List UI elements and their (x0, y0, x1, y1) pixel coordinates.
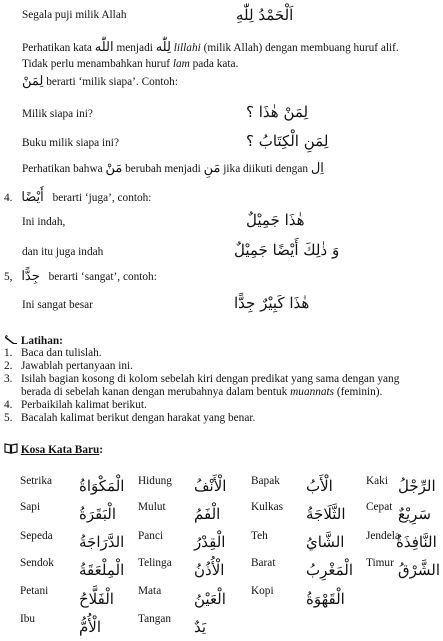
p1-text-b: menjadi (116, 42, 153, 54)
section-4-example-1-label: Ini indah, (22, 216, 66, 228)
vocab-ar: الدَّرَاجَةُ (79, 533, 125, 551)
p1-lillah-arabic: لِلّٰه (155, 40, 171, 55)
latihan-item-number: 2. (4, 360, 13, 372)
vocab-ar: الشَّرْقُ (398, 561, 441, 579)
vocab-id: Bapak (251, 475, 280, 487)
section-4-heading (4, 191, 151, 205)
vocab-id: Mulut (138, 501, 166, 513)
p3-mani-arabic: مَنِ (203, 161, 221, 176)
vocab-id: Petani (20, 585, 49, 597)
vocab-ar: الرِّجْلُ (398, 477, 436, 495)
section-4-example-1-arabic: هٰذَا جَمِيْلٌ (246, 211, 305, 229)
latihan-item-3-cont-a: berada di sebelah kanan dengan merubahnya dalam bentuk (21, 386, 288, 398)
vocab-ar: الْفَلَّاحُ (79, 590, 114, 608)
vocab-id: Cepat (366, 501, 393, 513)
section-5-number: 5, (4, 271, 13, 283)
latihan-item-number: 5. (4, 412, 13, 424)
liman-example-1-label: Milik siapa ini? (22, 108, 93, 120)
section-4-number: 4. (4, 192, 13, 204)
p2-text-b: pada kata. (192, 58, 239, 70)
vocab-id: Tangan (138, 613, 172, 625)
latihan-item-3-muannats: muannats (290, 386, 335, 398)
aidan-arabic: أَيْضًا (21, 190, 44, 205)
vocab-ar: الْعَيْنُ (194, 590, 226, 608)
latihan-item-2 (4, 359, 133, 373)
p3-text-a: Perhatikan bahwa (22, 163, 103, 175)
paragraph-1 (22, 41, 399, 55)
vocab-id: Kopi (251, 585, 274, 597)
liman-example-2-arabic: لِمَنِ الْكِتَابُ ؟ (246, 132, 329, 150)
vocab-ar: سَرِيْعٌ (398, 505, 432, 523)
p1-text-a: Perhatikan kata (22, 42, 92, 54)
p2-text-a: Tidak perlu menambahkan huruf (22, 58, 170, 70)
section-5-heading (4, 270, 157, 284)
latihan-item-text: Isilah bagian kosong di kolom sebelah kiri dengan predikat yang sama dengan yang (21, 373, 400, 385)
latihan-item-number: 4. (4, 399, 13, 411)
vocab-id: Telinga (138, 557, 172, 569)
kosakata-title: Kosa Kata Baru (20, 444, 100, 457)
latihan-item-text: Perbaikilah kalimat berikut. (21, 399, 147, 411)
vocab-ar: الْمَكْوَاةُ (79, 477, 125, 495)
vocab-id: Timur (366, 557, 394, 569)
vocab-ar: يَدٌ (194, 618, 207, 636)
vocab-ar: الْبَقَرَةُ (79, 505, 116, 523)
p1-text-d: (milik Allah) dengan membuang huruf alif. (203, 42, 399, 54)
section-4-text: berarti ‘juga’, contoh: (52, 192, 152, 204)
vocab-id: Sepeda (20, 530, 53, 542)
vocab-id: Sendok (20, 557, 54, 569)
liman-example-2-label: Buku milik siapa ini? (22, 137, 119, 149)
vocab-ar: الْأُذُنُ (194, 561, 225, 579)
vocab-id: Barat (251, 557, 276, 569)
kosakata-heading (4, 443, 103, 458)
p3-text-b: berubah menjadi (125, 163, 201, 175)
vocab-id: Kaki (366, 475, 388, 487)
vocab-id: Panci (138, 530, 164, 542)
latihan-title: Latihan: (20, 335, 63, 348)
p1-lillahi: lillahi (173, 42, 201, 54)
vocab-ar: الْمِلْعَقَةُ (79, 561, 125, 579)
liman-arabic: لِمَنْ (22, 74, 44, 89)
vocab-id: Hidung (138, 475, 172, 487)
latihan-item-3 (4, 372, 400, 386)
liman-line (22, 75, 178, 89)
latihan-item-4 (4, 398, 147, 412)
latihan-item-number: 1. (4, 347, 13, 359)
section-4-example-2-label: dan itu juga indah (22, 246, 104, 258)
section-5-text: berarti ‘sangat’, contoh: (48, 271, 157, 283)
vocab-ar: الْأُمُّ (79, 618, 102, 636)
p3-al-arabic: اِل (310, 161, 324, 176)
p3-text-c: jika diikuti dengan (223, 163, 308, 175)
vocab-ar: الْأَبُ (306, 477, 333, 495)
latihan-item-3-cont-c: (feminin). (336, 386, 383, 398)
segala-label: Segala puji milik Allah (22, 9, 127, 21)
vocab-id: Ibu (20, 613, 36, 625)
latihan-item-3-continued (21, 385, 382, 399)
latihan-item-text: Baca dan tulislah. (21, 347, 102, 359)
latihan-item-5 (4, 411, 256, 425)
p1-allah-arabic: اللّٰه (94, 40, 114, 55)
kosakata-colon: : (99, 444, 104, 457)
vocab-ar: النَّافِذَةُ (396, 533, 437, 551)
vocab-ar: الثَّلَاجَةُ (306, 505, 346, 523)
paragraph-2 (22, 57, 238, 71)
jiddan-arabic: جِدًّا (21, 269, 40, 284)
section-5-example-1-arabic: هٰذَا كَبِيْرٌ جِدًّا (234, 294, 310, 312)
vocab-ar: الشَّايُ (306, 533, 345, 551)
vocab-id: Jendela (366, 530, 400, 542)
vocab-id: Mata (138, 585, 162, 597)
latihan-item-number: 3. (4, 373, 13, 385)
vocab-id: Kulkas (251, 501, 284, 513)
segala-arabic: اَلْحَمْدُ لِلّٰهِ (236, 6, 294, 24)
latihan-item-text: Jawablah pertanyaan ini. (21, 360, 133, 372)
vocab-id: Setrika (20, 475, 52, 487)
book-icon (4, 443, 18, 458)
vocab-id: Sapi (20, 501, 41, 513)
vocab-ar: الْأَنْفُ (194, 477, 227, 495)
vocab-ar: الْقَهْوَةُ (306, 590, 345, 608)
liman-example-1-arabic: لِمَنْ هٰذَا ؟ (246, 103, 309, 121)
vocab-ar: الْقِدْرُ (194, 533, 226, 551)
p2-lam: lam (172, 58, 190, 70)
latihan-item-text: Bacalah kalimat berikut dengan harakat yang benar. (21, 412, 256, 424)
vocab-id: Teh (251, 530, 268, 542)
section-4-example-2-arabic: وَ ذٰلِكَ أَيْضًا جَمِيْلٌ (234, 241, 340, 259)
p3-man-arabic: مَنْ (105, 161, 123, 176)
liman-text: berarti ‘milik siapa’. Contoh: (46, 76, 178, 88)
section-5-example-1-label: Ini sangat besar (22, 299, 93, 311)
vocab-ar: الْفَمُ (194, 505, 221, 523)
vocab-ar: الْمَغْرِبُ (306, 561, 354, 579)
latihan-item-1 (4, 346, 102, 360)
paragraph-3 (22, 162, 324, 176)
